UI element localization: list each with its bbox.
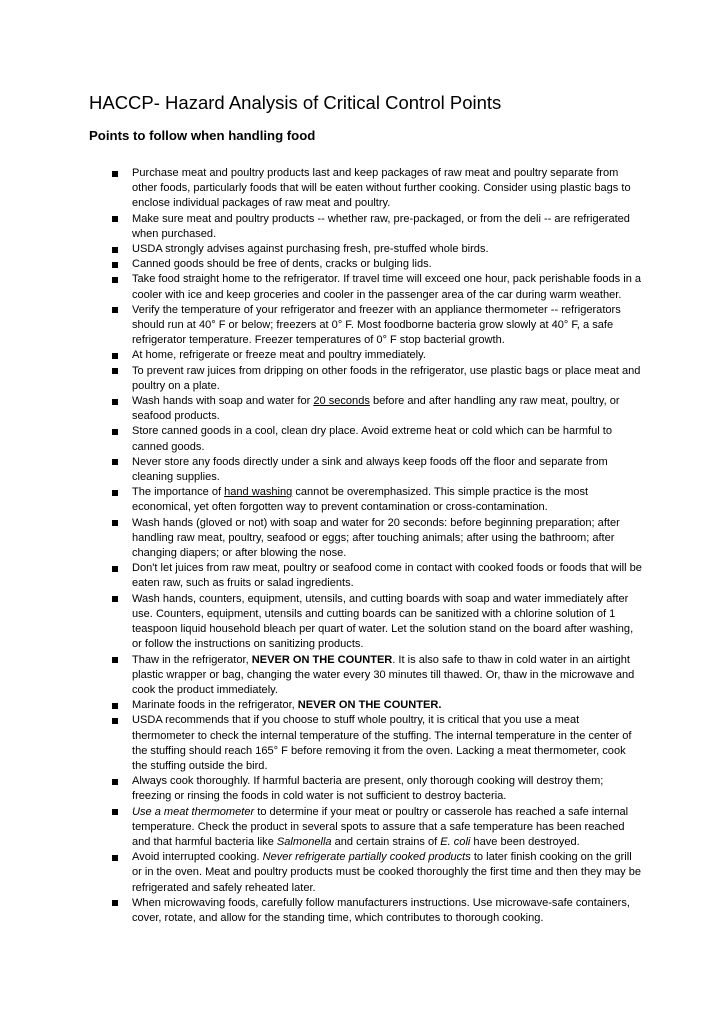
square-bullet-icon — [112, 900, 118, 906]
list-item — [0, 424, 642, 454]
list-item — [0, 698, 642, 713]
square-bullet-icon — [112, 657, 118, 663]
list-item-text — [132, 273, 641, 300]
text-run: Store canned goods in a cool, clean dry place. Avoid extreme heat or cold which can be harmful to canned goods. — [132, 425, 613, 453]
list-item-text — [132, 213, 630, 240]
square-bullet-icon — [112, 171, 118, 177]
list-item-text — [132, 699, 441, 711]
emphasized-text: Use a meat thermometer — [132, 805, 255, 818]
text-run: USDA recommends that if you choose to stuff whole poultry, it is critical that you use a meat thermometer to check the internal temperature of the stuffing. The internal temperature in the center of the stuffing should reach 165° F before removing it from the oven. Lacking a meat thermometer, cook the stuffing outside the bird. — [132, 714, 632, 772]
list-item-text — [132, 897, 630, 924]
text-run: Marinate foods in the refrigerator, — [132, 699, 298, 712]
list-item — [0, 257, 642, 272]
list-item — [0, 896, 642, 926]
list-item-text — [132, 562, 642, 589]
list-item-text — [132, 243, 489, 255]
emphasized-text: hand washing — [224, 486, 293, 499]
emphasized-text: Never refrigerate partially cooked products — [262, 851, 471, 864]
square-bullet-icon — [112, 809, 118, 815]
text-run: Avoid interrupted cooking. — [132, 851, 263, 864]
section-heading: Points to follow when handling food — [89, 128, 316, 143]
list-item-text — [132, 349, 426, 361]
text-run: At home, refrigerate or freeze meat and poultry immediately. — [132, 349, 426, 362]
list-item-text — [132, 806, 628, 848]
list-item — [0, 774, 642, 804]
emphasized-text: NEVER ON THE COUNTER — [251, 653, 393, 666]
text-run: When microwaving foods, carefully follow manufacturers instructions. Use microwave-safe containers, cover, rotate, and allow for the standing time, which contributes to thorough cooking. — [132, 896, 630, 924]
square-bullet-icon — [112, 216, 118, 222]
list-item-text — [132, 851, 641, 893]
square-bullet-icon — [112, 779, 118, 785]
list-item — [0, 516, 642, 562]
text-run: and certain strains of — [331, 835, 441, 848]
list-item-text — [132, 775, 603, 802]
list-item — [0, 485, 642, 515]
list-item-text — [132, 517, 620, 559]
list-item — [0, 272, 642, 302]
text-run: Never store any foods directly under a sink and always keep foods off the floor and separate from cleaning supplies. — [132, 455, 608, 484]
list-item-text — [132, 486, 588, 513]
emphasized-text: E. coli — [440, 835, 471, 848]
square-bullet-icon — [112, 566, 118, 572]
list-item — [0, 805, 642, 851]
list-item-text — [132, 654, 634, 696]
text-run: cannot be overemphasized. This simple practice is the most economical, yet often forgotten way to prevent contamination or cross-contamination. — [132, 486, 589, 514]
text-run: The importance of — [132, 486, 225, 499]
list-item-text — [132, 714, 631, 772]
list-item — [0, 212, 642, 242]
text-run: Don't let juices from raw meat, poultry or seafood come in contact with cooked foods or foods that will be eaten raw, such as fruits or salad ingredients. — [132, 562, 642, 590]
square-bullet-icon — [112, 307, 118, 313]
text-run: to determine if your meat or poultry or casserole has reached a safe internal temperature. Check the product in several spots to assure that a safe temperature has been reached and that harmful bacteria like — [132, 805, 629, 848]
square-bullet-icon — [112, 490, 118, 496]
square-bullet-icon — [112, 399, 118, 405]
text-run: Make sure meat and poultry products -- whether raw, pre-packaged, or from the deli -- are refrigerated when purchased. — [132, 212, 630, 240]
list-item — [0, 561, 642, 591]
list-item — [0, 455, 642, 485]
list-item — [0, 303, 642, 349]
text-run: USDA strongly advises against purchasing fresh, pre-stuffed whole birds. — [132, 243, 489, 256]
text-run: to later finish cooking on the grill or in the oven. Meat and poultry products must be cooked thoroughly the first time and then they may be refrigerated and safely reheated later. — [132, 851, 642, 894]
text-run: Take food straight home to the refrigerator. If travel time will exceed one hour, pack perishable foods in a cooler with ice and keep groceries and cooler in the passenger area of the car during warm weather. — [132, 273, 642, 301]
square-bullet-icon — [112, 247, 118, 253]
list-item-text — [132, 593, 633, 651]
emphasized-text: 20 seconds — [313, 395, 370, 408]
text-run: Wash hands with soap and water for — [132, 395, 314, 408]
list-item-text — [132, 365, 640, 392]
emphasized-text: Salmonella — [276, 835, 332, 848]
list-item-text — [132, 456, 608, 483]
list-item — [0, 850, 642, 896]
square-bullet-icon — [112, 353, 118, 359]
list-item — [0, 242, 642, 257]
list-item — [0, 592, 642, 653]
page-title: HACCP- Hazard Analysis of Critical Control Points — [89, 92, 502, 113]
text-run: before and after handling any raw meat, poultry, or seafood products. — [132, 395, 620, 423]
text-run: Thaw in the refrigerator, — [132, 653, 252, 666]
list-item-text — [132, 258, 432, 270]
text-run: Verify the temperature of your refrigerator and freezer with an appliance thermometer -- refrigerators should run at 40° F or below; freezers at 0° F. Most foodborne bacteria grow slowly at 40° F, a safe refrigerator temperature. Freezer temperatures of 0° F stop bacterial growth. — [132, 303, 621, 347]
square-bullet-icon — [112, 262, 118, 268]
square-bullet-icon — [112, 429, 118, 435]
text-run: Purchase meat and poultry products last and keep packages of raw meat and poultry separate from other foods, particularly foods that will be eaten without further cooking. Consider using plastic bags to enclose individual packages of raw meat and poultry. — [132, 167, 631, 210]
square-bullet-icon — [112, 520, 118, 526]
square-bullet-icon — [112, 459, 118, 465]
list-item — [0, 364, 642, 394]
list-item-text — [132, 167, 631, 209]
square-bullet-icon — [112, 277, 118, 283]
square-bullet-icon — [112, 368, 118, 374]
food-handling-list — [0, 166, 728, 926]
list-item-text — [132, 395, 620, 422]
square-bullet-icon — [112, 718, 118, 724]
list-item — [0, 713, 642, 774]
list-item — [0, 348, 642, 363]
emphasized-text: NEVER ON THE COUNTER. — [297, 699, 442, 712]
text-run: Always cook thoroughly. If harmful bacteria are present, only thorough cooking will destroy them; freezing or rinsing the foods in cold water is not sufficient to destroy bacteria. — [132, 775, 604, 803]
text-run: Wash hands (gloved or not) with soap and water for 20 seconds: before beginning preparation; after handling raw meat, poultry, seafood or eggs; after touching animals; after using the bathroom; after changing diapers; or after blowing the nose. — [132, 516, 620, 560]
square-bullet-icon — [112, 596, 118, 602]
text-run: Wash hands, counters, equipment, utensils, and cutting boards with soap and water immediately after use. Counters, equipment, utensils and cutting boards can be sanitized with a chlorine solution of 1 teaspoon liquid household bleach per quart of water. Let the solution stand on the board after washing, or follow the instructions on sanitizing products. — [132, 592, 634, 651]
text-run: . It is also safe to thaw in cold water in an airtight plastic wrapper or bag, changing the water every 30 minutes till thawed. Or, thaw in the microwave and cook the product immediately. — [132, 653, 635, 696]
square-bullet-icon — [112, 855, 118, 861]
list-item — [0, 394, 642, 424]
square-bullet-icon — [112, 703, 118, 709]
list-item-text — [132, 425, 612, 452]
text-run: Canned goods should be free of dents, cracks or bulging lids. — [132, 258, 432, 271]
text-run: To prevent raw juices from dripping on other foods in the refrigerator, use plastic bags or place meat and poultry on a plate. — [132, 364, 641, 392]
list-item-text — [132, 304, 621, 346]
list-item — [0, 653, 642, 699]
text-run: have been destroyed. — [470, 835, 580, 848]
list-item — [0, 166, 642, 212]
